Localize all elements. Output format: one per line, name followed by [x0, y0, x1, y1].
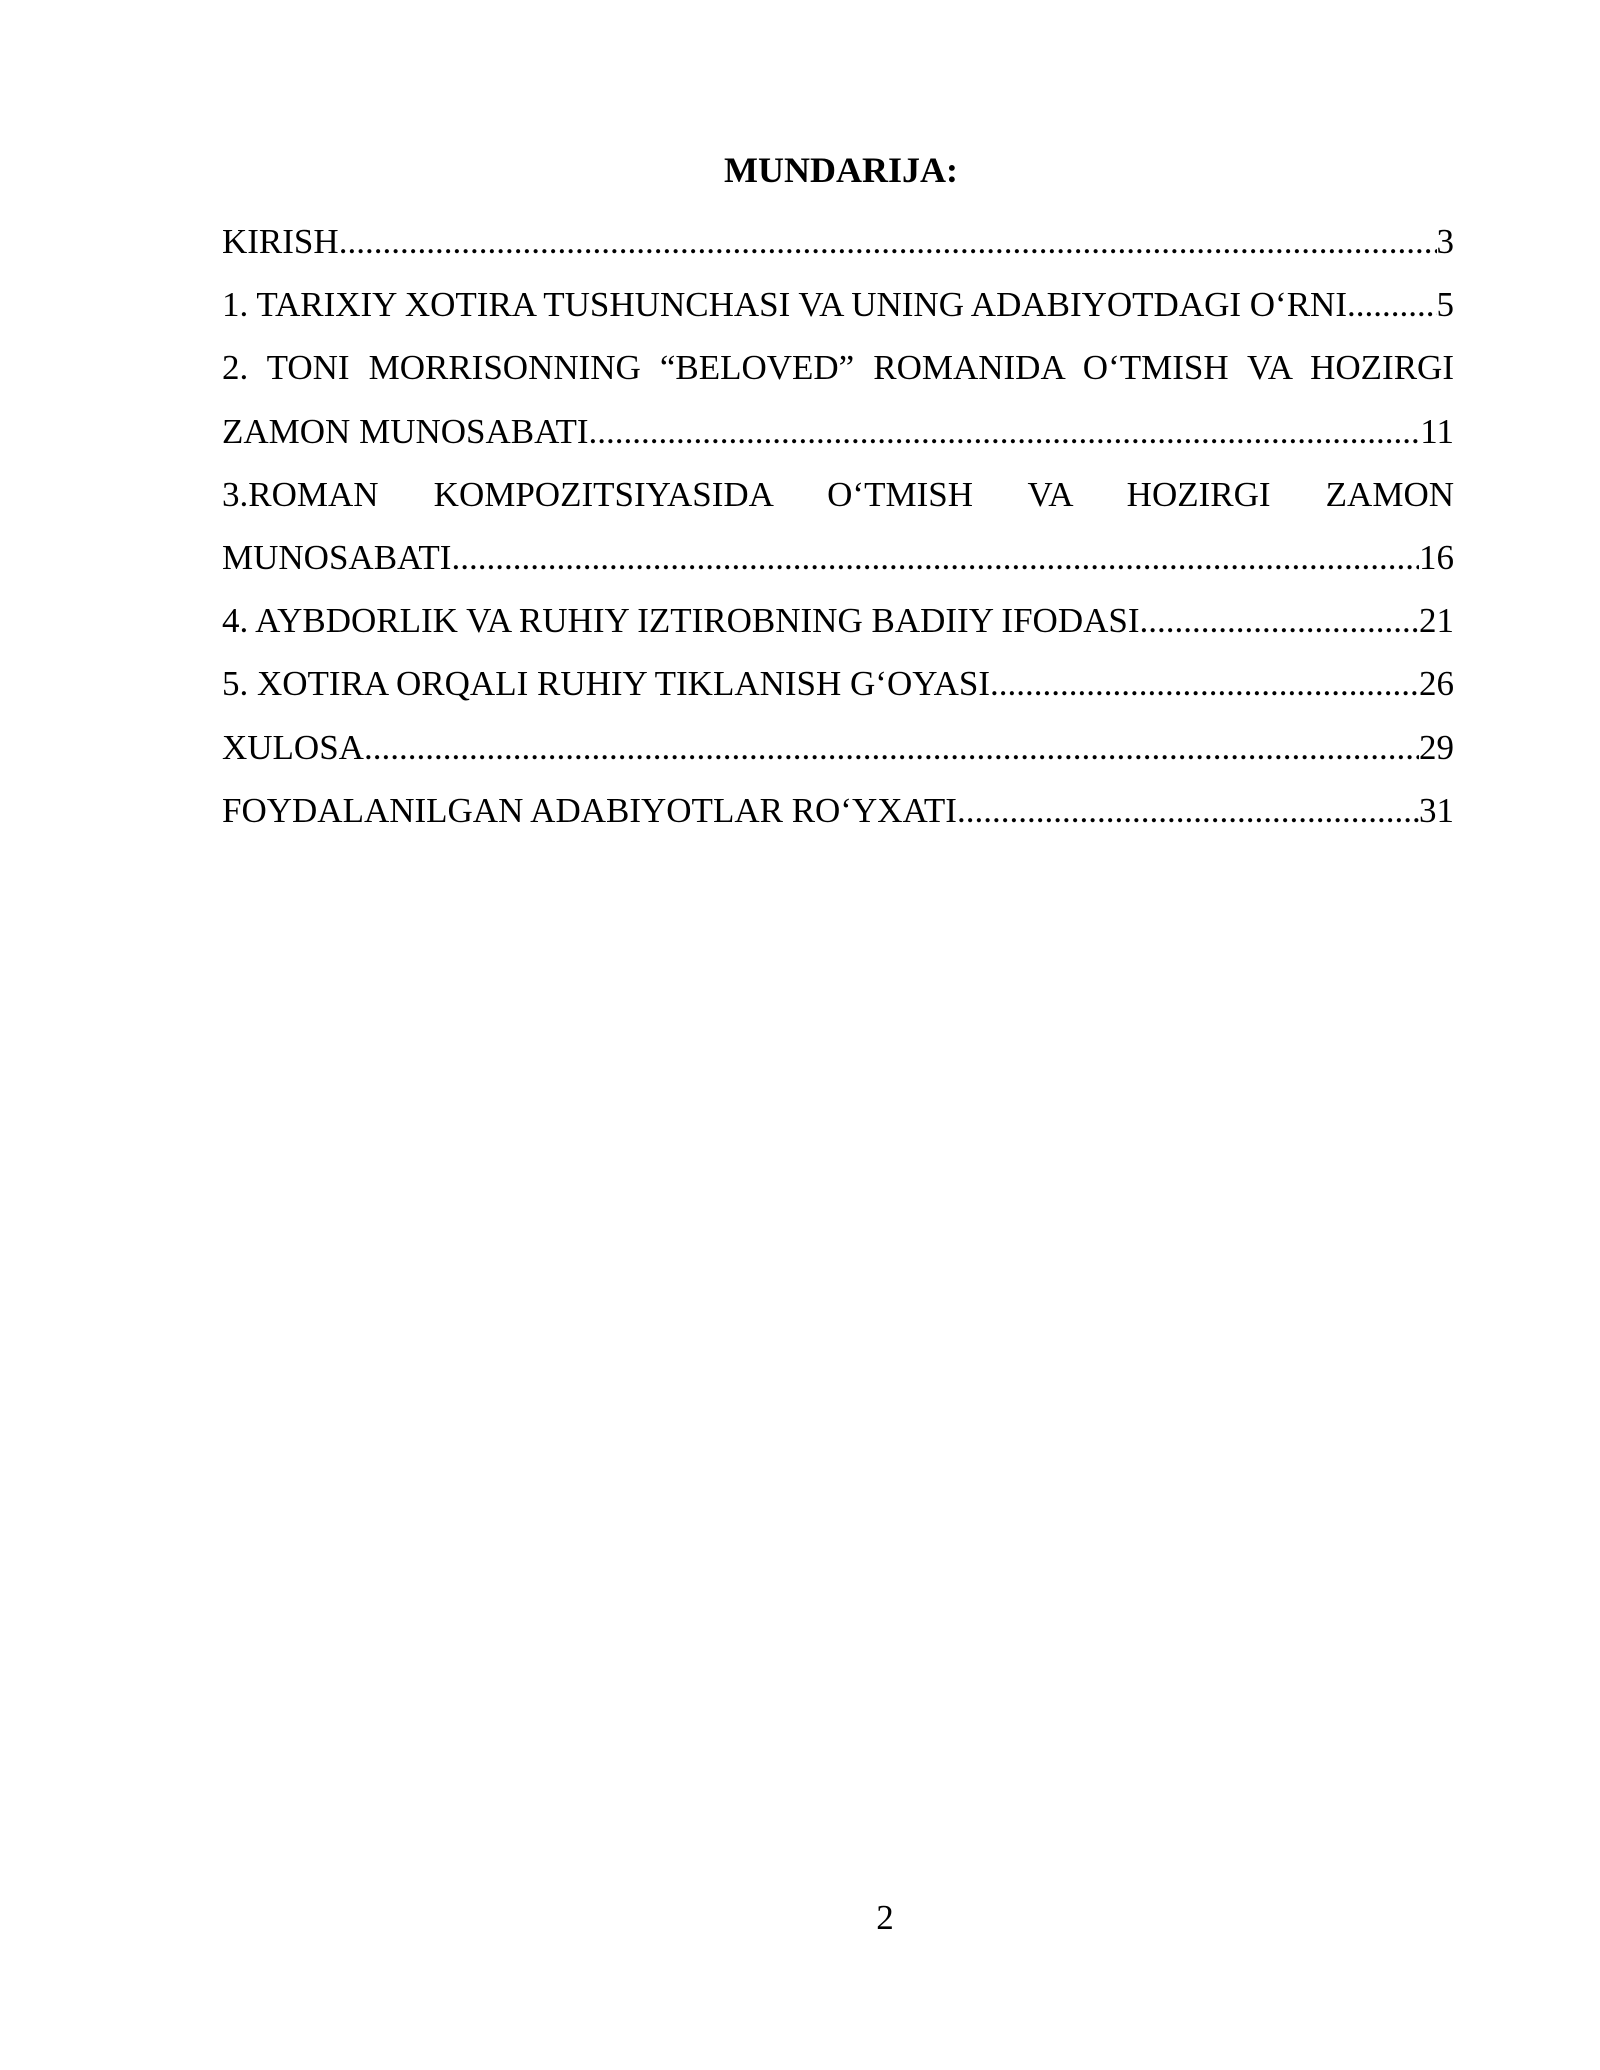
toc-line [222, 336, 1454, 399]
toc-entry-text: ZAMON MUNOSABATI [222, 411, 589, 451]
toc-entry-chapter-2[interactable] [222, 336, 1454, 462]
toc-entry-text: 1. TARIXIY XOTIRA TUSHUNCHASI VA UNING ADABIYOTDAGI O‘RNI. [222, 285, 1356, 325]
dot-leader [364, 716, 1419, 779]
toc-entry-text: XULOSA [222, 727, 364, 767]
dot-leader [1140, 589, 1420, 652]
toc-entry-chapter-1[interactable] [222, 273, 1454, 336]
toc-line [222, 273, 1454, 336]
toc-line [222, 526, 1454, 589]
toc-page-number: 26 [1419, 664, 1454, 704]
toc-page-number: 3 [1436, 222, 1454, 261]
toc-page-number: 16 [1419, 537, 1454, 577]
toc-entry-text: MUNOSABATI [222, 537, 452, 577]
toc-page-number: 29 [1419, 727, 1454, 767]
toc-entry-xulosa[interactable] [222, 716, 1454, 779]
toc-page-number: 31 [1419, 790, 1454, 830]
toc-line [222, 210, 1454, 273]
toc-page-number: 21 [1419, 601, 1454, 641]
toc-entry-text: 2. TONI MORRISONNING “BELOVED” ROMANIDA O‘TMISH VA HOZIRGI [222, 348, 1454, 388]
dot-leader [990, 652, 1419, 715]
toc-line [222, 463, 1454, 526]
toc-entry-chapter-4[interactable] [222, 589, 1454, 652]
toc-line [222, 716, 1454, 779]
toc-page-number: 5 [1436, 285, 1454, 325]
toc-entry-text: KIRISH [222, 222, 339, 261]
dot-leader [1356, 273, 1437, 336]
toc-entry-references[interactable] [222, 779, 1454, 842]
toc-line [222, 652, 1454, 715]
page-number: 2 [876, 1898, 894, 1937]
dot-leader [957, 779, 1419, 842]
toc-line [222, 400, 1454, 463]
toc-entry-kirish[interactable] [222, 210, 1454, 273]
toc-entry-text: 3.ROMAN KOMPOZITSIYASIDA O‘TMISH VA HOZIRGI ZAMON [222, 474, 1454, 514]
toc-entry-chapter-5[interactable] [222, 652, 1454, 715]
toc-line [222, 779, 1454, 842]
toc-page-number: 11 [1420, 411, 1454, 451]
toc-line [222, 589, 1454, 652]
toc-entry-text: 5. XOTIRA ORQALI RUHIY TIKLANISH G‘OYASI [222, 664, 991, 704]
toc-entry-text: 4. AYBDORLIK VA RUHIY IZTIROBNING BADIIY IFODASI [222, 601, 1140, 641]
toc-title: MUNDARIJA: [724, 150, 958, 190]
toc-entry-text: FOYDALANILGAN ADABIYOTLAR RO‘YXATI [222, 790, 957, 830]
dot-leader [339, 210, 1437, 273]
toc-entry-chapter-3[interactable] [222, 463, 1454, 589]
dot-leader [589, 400, 1421, 463]
table-of-contents [222, 210, 1454, 842]
dot-leader [451, 526, 1419, 589]
